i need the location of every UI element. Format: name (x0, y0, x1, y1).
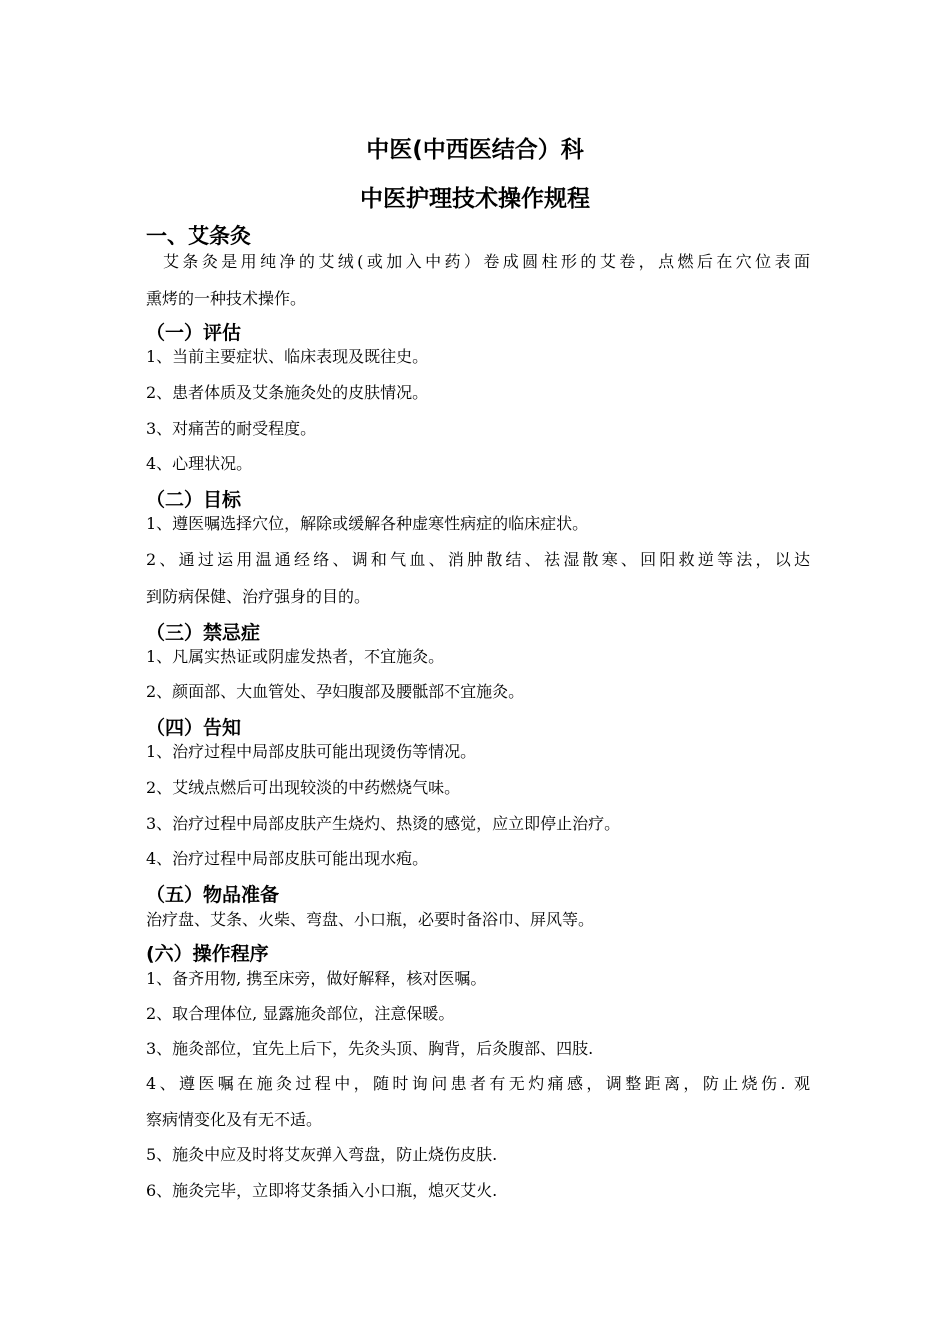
list-item: 2、取合理体位, 显露施灸部位，注意保暖。 (146, 1004, 455, 1023)
list-item: 1、备齐用物, 携至床旁，做好解释，核对医嘱。 (146, 969, 487, 988)
list-item: 2、患者体质及艾条施灸处的皮肤情况。 (146, 383, 429, 402)
subsection-heading-assessment: （一）评估 (146, 322, 242, 344)
list-item: 3、对痛苦的耐受程度。 (146, 419, 317, 438)
list-item: 1、当前主要症状、临床表现及既往史。 (146, 347, 429, 366)
document-title-department: 中医(中西医结合）科 (366, 137, 584, 163)
list-item: 1、治疗过程中局部皮肤可能出现烫伤等情况。 (146, 742, 477, 761)
subsection-heading-goals: （二）目标 (146, 489, 242, 511)
subsection-heading-notice: （四）告知 (146, 717, 242, 739)
subsection-heading-supplies: （五）物品准备 (146, 884, 280, 906)
section-heading-moxibustion: 一、艾条灸 (146, 224, 251, 248)
document-title-procedure: 中医护理技术操作规程 (360, 186, 590, 212)
list-item: 6、施灸完毕，立即将艾条插入小口瓶，熄灭艾火. (146, 1181, 498, 1200)
list-item: 2、通过运用温通经络、调和气血、消肿散结、祛湿散寒、回阳救逆等法，以达 (146, 550, 810, 569)
list-item: 4、心理状况。 (146, 454, 253, 473)
list-item-continuation: 到防病保健、治疗强身的目的。 (146, 587, 371, 606)
list-item: 4、治疗过程中局部皮肤可能出现水疱。 (146, 849, 429, 868)
supplies-text: 治疗盘、艾条、火柴、弯盘、小口瓶，必要时备浴巾、屏风等。 (146, 910, 595, 929)
list-item: 2、颜面部、大血管处、孕妇腹部及腰骶部不宜施灸。 (146, 682, 525, 701)
subsection-heading-procedure: (六）操作程序 (146, 943, 269, 965)
list-item: 1、遵医嘱选择穴位，解除或缓解各种虚寒性病症的临床症状。 (146, 514, 589, 533)
list-item: 2、艾绒点燃后可出现较淡的中药燃烧气味。 (146, 778, 461, 797)
intro-paragraph-line: 艾条灸是用纯净的艾绒(或加入中药）卷成圆柱形的艾卷，点燃后在穴位表面 (163, 252, 810, 271)
list-item: 5、施灸中应及时将艾灰弹入弯盘，防止烧伤皮肤. (146, 1145, 498, 1164)
list-item-continuation: 察病情变化及有无不适。 (146, 1110, 323, 1129)
intro-paragraph-line: 熏烤的一种技术操作。 (146, 289, 307, 308)
subsection-heading-contraindications: （三）禁忌症 (146, 622, 261, 644)
list-item: 1、凡属实热证或阴虚发热者，不宜施灸。 (146, 647, 445, 666)
list-item: 3、治疗过程中局部皮肤产生烧灼、热烫的感觉，应立即停止治疗。 (146, 814, 621, 833)
list-item: 3、施灸部位，宜先上后下，先灸头顶、胸背，后灸腹部、四肢. (146, 1039, 594, 1058)
list-item: 4、遵医嘱在施灸过程中，随时询问患者有无灼痛感，调整距离，防止烧伤. 观 (146, 1074, 810, 1093)
